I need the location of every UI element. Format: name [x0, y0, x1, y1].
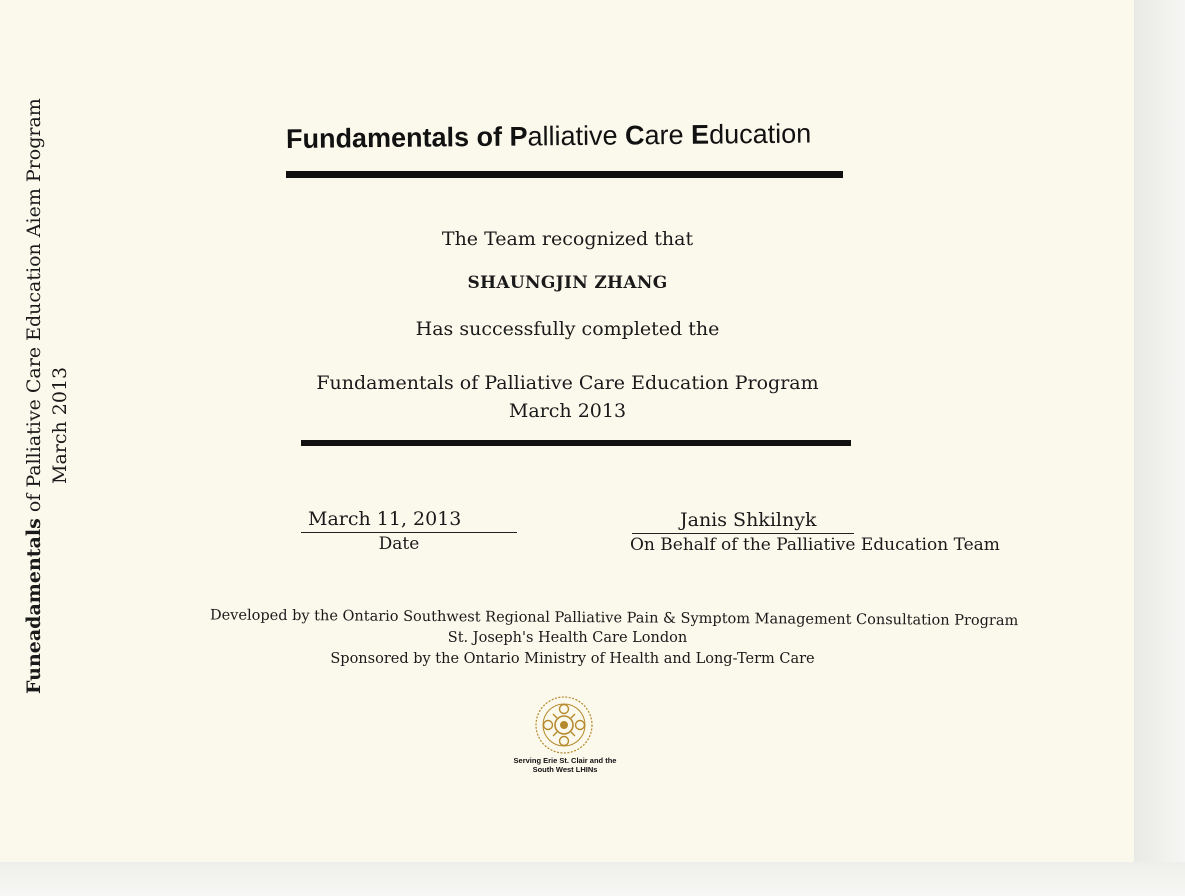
- side-title-rest: of Palliative Care Education Aiem Program: [23, 98, 45, 519]
- title-part: alliative: [527, 120, 626, 152]
- seal-caption: [500, 756, 630, 774]
- seal-caption-line: Serving Erie St. Clair and the: [513, 756, 617, 765]
- signatory-caption: On Behalf of the Palliative Education Team: [630, 535, 1000, 555]
- bottom-divider: [301, 440, 851, 446]
- sponsor-line: Sponsored by the Ontario Ministry of Health and Long-Term Care: [330, 651, 815, 667]
- developed-by-line: Developed by the Ontario Southwest Regional Palliative Pain & Symptom Management Consultation Program: [209, 607, 1019, 630]
- title-part: E: [690, 119, 710, 150]
- scan-margin-right: [1134, 0, 1185, 896]
- top-divider: [286, 171, 843, 178]
- side-program-label: [21, 98, 73, 694]
- hospital-line: St. Joseph's Health Care London: [447, 630, 688, 646]
- recipient-name: SHAUNGJIN ZHANG: [467, 273, 668, 293]
- title-part: Fundamentals of: [285, 121, 510, 154]
- signature-date-value: March 11, 2013: [308, 508, 462, 530]
- program-date: March 2013: [508, 400, 627, 422]
- signatory-line: [632, 533, 854, 534]
- side-title-bold: Funeadamentals: [23, 518, 45, 694]
- title-part: ducation: [708, 118, 812, 150]
- title-part: P: [509, 121, 528, 152]
- recognized-line: The Team recognized that: [441, 228, 694, 250]
- seal-caption-line: South West LHINs: [532, 765, 598, 774]
- certificate-title: [286, 118, 866, 155]
- date-caption: Date: [378, 534, 420, 554]
- signatory-block: [630, 509, 1000, 555]
- date-signature-line: [301, 532, 517, 533]
- scan-margin-bottom: [0, 862, 1185, 896]
- side-date: March 2013: [49, 366, 71, 484]
- signatory-name: Janis Shkilnyk: [680, 509, 817, 531]
- program-name: Fundamentals of Palliative Care Education Program: [316, 372, 819, 394]
- lhin-seal-icon: [533, 694, 595, 756]
- date-signature-block: [301, 508, 517, 554]
- side-title: [21, 98, 47, 694]
- title-part: C: [624, 120, 645, 151]
- completed-line: Has successfully completed the: [415, 318, 720, 340]
- title-part: are: [644, 119, 692, 151]
